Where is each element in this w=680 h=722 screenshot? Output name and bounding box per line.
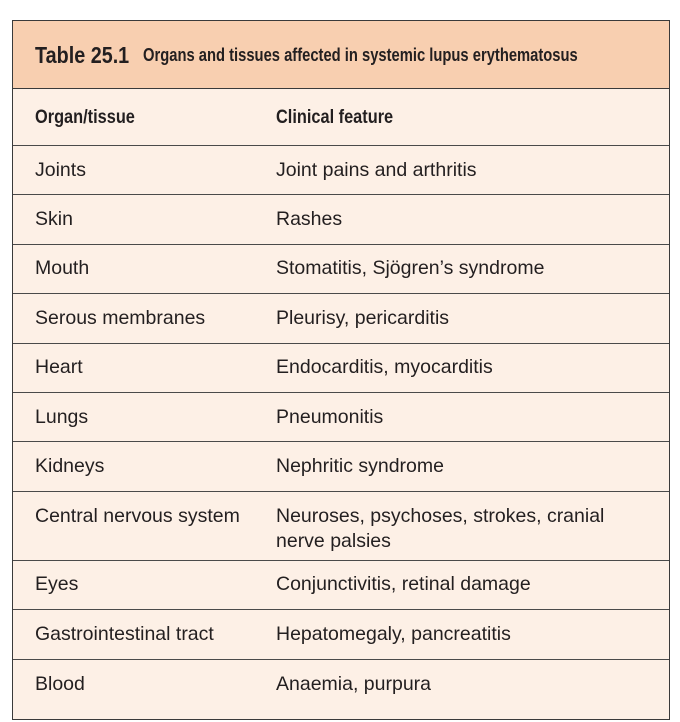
organ-cell: Lungs xyxy=(35,405,89,428)
table-row xyxy=(13,245,669,294)
feature-cell: Joint pains and arthritis xyxy=(276,158,477,181)
table-row xyxy=(13,146,669,195)
feature-cell: Conjunctivitis, retinal damage xyxy=(276,573,531,596)
column-header-organ: Organ/tissue xyxy=(35,106,135,128)
feature-cell: Stomatitis, Sjögren’s syndrome xyxy=(276,257,545,280)
organ-cell: Gastrointestinal tract xyxy=(35,622,214,645)
organ-cell: Joints xyxy=(35,158,86,181)
organ-cell: Mouth xyxy=(35,257,90,280)
organ-cell: Skin xyxy=(35,208,73,231)
table-row xyxy=(13,294,669,343)
table-header-row xyxy=(13,89,669,146)
organ-cell: Central nervous system xyxy=(35,504,240,527)
table-frame xyxy=(12,20,670,720)
feature-cell: Neuroses, psychoses, strokes, cranial nerve palsies xyxy=(276,504,605,552)
table-row xyxy=(13,610,669,659)
feature-cell: Endocarditis, myocarditis xyxy=(276,356,493,379)
organ-cell: Eyes xyxy=(35,573,79,596)
table-row xyxy=(13,442,669,491)
feature-cell: Rashes xyxy=(276,208,343,231)
feature-cell: Anaemia, purpura xyxy=(276,672,432,695)
organ-cell: Blood xyxy=(35,672,85,695)
table-caption xyxy=(13,21,669,89)
table-row xyxy=(13,195,669,244)
table-title: Organs and tissues affected in systemic lupus erythematosus xyxy=(142,45,578,65)
organ-cell: Kidneys xyxy=(35,455,105,478)
table-row xyxy=(13,660,669,709)
organ-cell: Serous membranes xyxy=(35,306,206,329)
feature-cell: Pleurisy, pericarditis xyxy=(276,306,450,329)
feature-cell: Pneumonitis xyxy=(276,405,384,428)
organ-cell: Heart xyxy=(35,356,83,379)
table-row xyxy=(13,492,669,561)
feature-cell: Nephritic syndrome xyxy=(276,455,444,478)
table-number: Table 25.1 xyxy=(35,42,130,68)
table-row xyxy=(13,393,669,442)
table-row xyxy=(13,344,669,393)
table-row xyxy=(13,561,669,610)
feature-cell: Hepatomegaly, pancreatitis xyxy=(276,622,511,645)
column-header-feature: Clinical feature xyxy=(276,106,394,128)
